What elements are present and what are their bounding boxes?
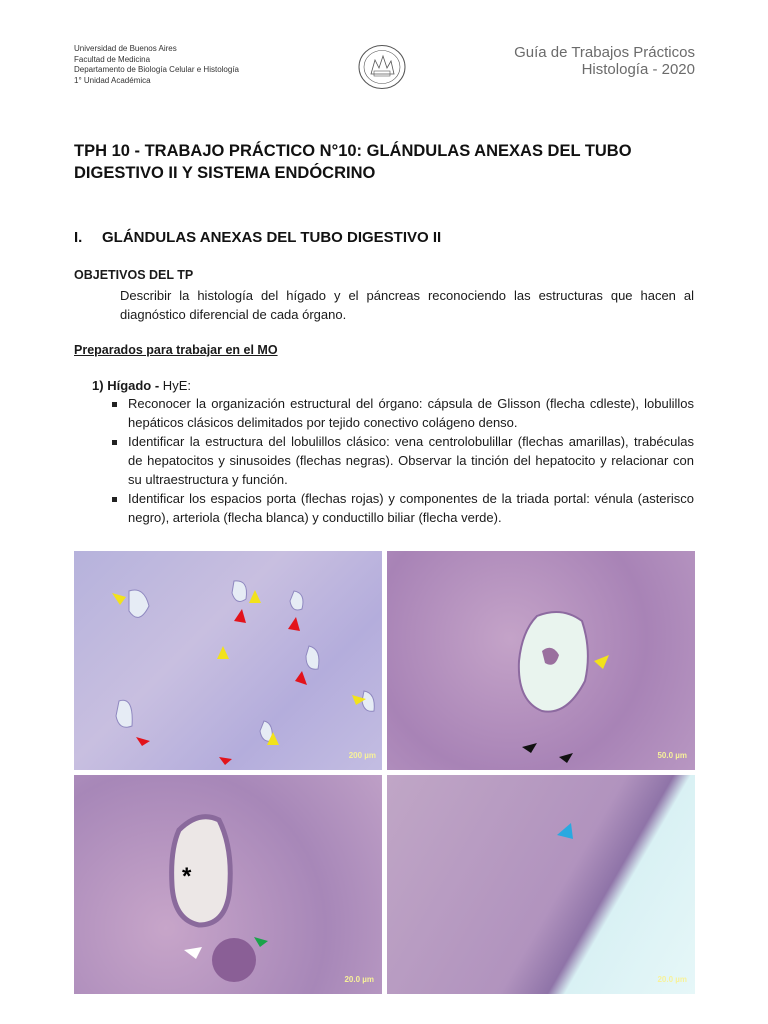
section-heading [74, 229, 441, 246]
list-item [112, 394, 694, 432]
bullet-icon [112, 497, 117, 502]
bullet-text: Reconocer la organización estructural del órgano: cápsula de Glisson (flecha cdleste), lobulillos hepáticos clásicos delimitados por tejido conectivo colágeno denso. [128, 396, 694, 430]
scale-bar-label: 20.0 µm [657, 975, 687, 984]
guide-year: Histología - 2020 [581, 61, 695, 78]
white-arrow-icon [184, 947, 202, 959]
bullet-text: Identificar los espacios porta (flechas rojas) y componentes de la triada portal: vénula (asterisco negro), arteriola (flecha blanca) y conductillo biliar (flecha verde). [128, 491, 694, 525]
section-number: I. [74, 229, 83, 246]
guide-title-block [514, 44, 695, 78]
micrograph-overlay [74, 551, 382, 770]
scale-bar-label: 200 µm [348, 751, 376, 760]
institution-line: 1° Unidad Académica [74, 75, 151, 85]
item-stain: HyE: [159, 378, 191, 393]
yellow-arrow-icon [249, 590, 261, 603]
institution-line: Universidad de Buenos Aires [74, 44, 177, 53]
bullet-icon [112, 440, 117, 445]
liver-bullet-list [112, 394, 694, 527]
institution-line: Departamento de Biología Celular e Histología [74, 65, 239, 74]
red-arrow-icon [288, 617, 300, 631]
micrograph-overlay [74, 775, 382, 994]
bullet-text: Identificar la estructura del lobulillos clásico: vena centrolobulillar (flechas amarillas), trabéculas de hepatocitos y sinusoides (flechas negras). Observar la tinción del hepatocito y relacionar con su ultraestructura y función. [128, 434, 694, 487]
guide-title: Guía de Trabajos Prácticos [514, 44, 695, 61]
objectives-heading: OBJETIVOS DEL TP [74, 268, 194, 282]
yellow-arrow-icon [112, 593, 126, 605]
institution-line: Facultad de Medicina [74, 54, 151, 64]
micrograph-overlay [387, 551, 695, 770]
scale-bar-label: 20.0 µm [344, 975, 374, 984]
micrograph-glisson-capsule [387, 775, 695, 994]
red-arrow-icon [234, 609, 246, 623]
asterisk-marker: * [182, 863, 192, 890]
red-arrow-icon [136, 737, 150, 746]
micrograph-central-vein [387, 551, 695, 770]
section-title: GLÁNDULAS ANEXAS DEL TUBO DIGESTIVO II [102, 229, 442, 246]
yellow-arrow-icon [594, 655, 609, 669]
preparations-heading: Preparados para trabajar en el MO [74, 343, 278, 357]
red-arrow-icon [295, 671, 307, 685]
university-seal-logo [357, 44, 407, 90]
list-item [112, 432, 694, 489]
institution-block [74, 44, 239, 86]
green-arrow-icon [254, 937, 268, 947]
cyan-arrow-icon [557, 823, 573, 839]
black-arrow-icon [522, 743, 537, 753]
item-name: Hígado - [107, 378, 160, 393]
micrograph-portal-triad [74, 775, 382, 994]
page-title: TPH 10 - TRABAJO PRÁCTICO N°10: GLÁNDULAS ANEXAS DEL TUBO DIGESTIVO II Y SISTEMA ENDÓCRINO [74, 142, 632, 182]
yellow-arrow-icon [217, 646, 229, 659]
micrograph-overlay [387, 775, 695, 994]
red-arrow-icon [219, 757, 232, 765]
scale-bar-label: 50.0 µm [657, 751, 687, 760]
bullet-icon [112, 402, 117, 407]
list-item [112, 489, 694, 527]
objectives-text: Describir la histología del hígado y el páncreas reconociendo las estructuras que hacen al diagnóstico diferencial de cada órgano. [120, 288, 694, 322]
liver-item-heading [92, 378, 191, 393]
micrograph-liver-low-mag [74, 551, 382, 770]
black-arrow-icon [559, 753, 573, 763]
item-number: 1) [92, 378, 104, 393]
